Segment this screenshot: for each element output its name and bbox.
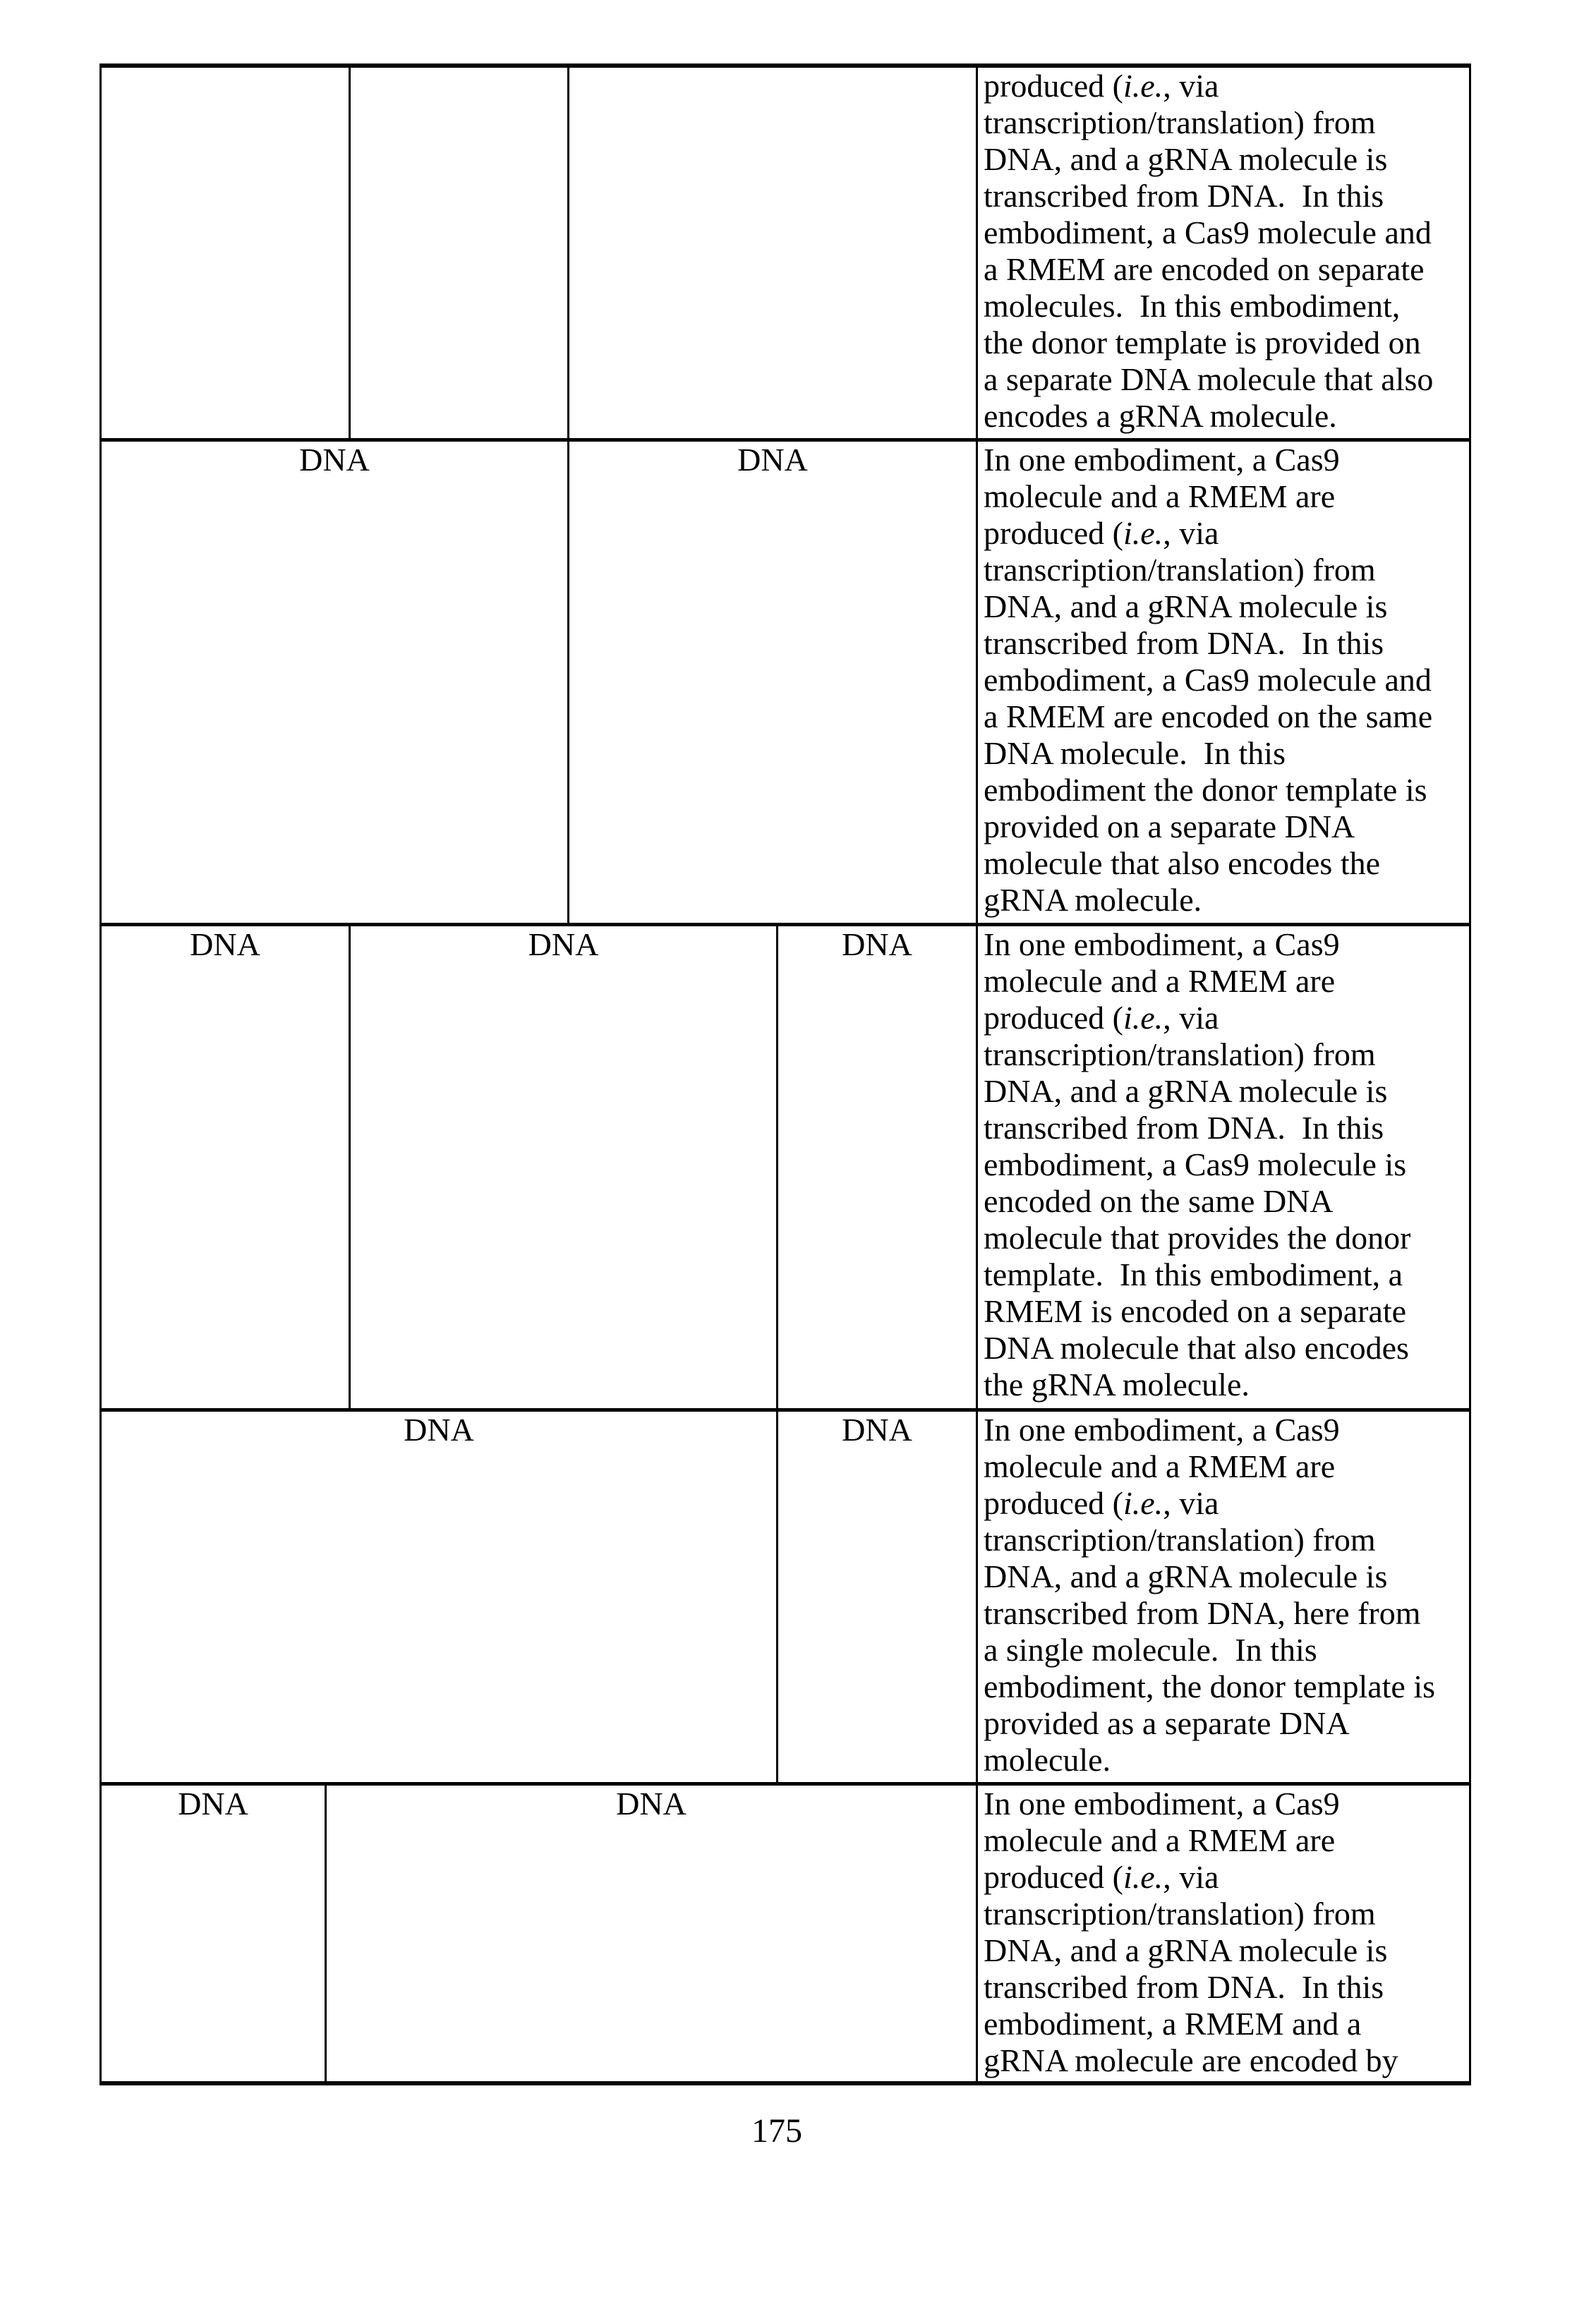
dna-label-cell: DNA (102, 926, 351, 1408)
table-row (102, 442, 1469, 926)
page-number: 175 (751, 2112, 802, 2150)
empty-cell (569, 68, 978, 438)
table-row (102, 68, 1469, 442)
dna-label-cell: DNA (351, 926, 778, 1408)
dna-label-cell: DNA (778, 1412, 978, 1782)
description-cell: In one embodiment, a Cas9 molecule and a RMEM are produced (i.e., via transcription/translation) from DNA, and a gRNA molecule is transcribed from DNA. In this embodiment, a Cas9 molecule and a RMEM are encoded on the same DNA molecule. In this embodiment the donor template is provided on a separate DNA molecule that also encodes the gRNA molecule. (984, 442, 1433, 918)
embodiments-table (99, 63, 1471, 2085)
table-row (102, 926, 1469, 1412)
empty-cell (102, 68, 351, 438)
description-cell: In one embodiment, a Cas9 molecule and a RMEM are produced (i.e., via transcription/translation) from DNA, and a gRNA molecule is transcribed from DNA. In this embodiment, a Cas9 molecule is encoded on the same DNA molecule that provides the donor template. In this embodiment, a RMEM is encoded on a separate DNA molecule that also encodes the gRNA molecule. (984, 926, 1411, 1403)
empty-cell (351, 68, 569, 438)
dna-label-cell: DNA (327, 1786, 978, 2081)
dna-label-cell: DNA (102, 442, 569, 923)
description-cell: produced (i.e., via transcription/translation) from DNA, and a gRNA molecule is transcribed from DNA. In this embodiment, a Cas9 molecule and a RMEM are encoded on separate molecules. In this embodiment, the donor template is provided on a separate DNA molecule that also encodes a gRNA molecule. (984, 68, 1434, 434)
dna-label-cell: DNA (102, 1786, 327, 2081)
table-row (102, 1786, 1469, 2081)
description-cell: In one embodiment, a Cas9 molecule and a RMEM are produced (i.e., via transcription/translation) from DNA, and a gRNA molecule is transcribed from DNA. In this embodiment, a RMEM and a gRNA molecule are encoded by (984, 1786, 1398, 2078)
dna-label-cell: DNA (569, 442, 978, 923)
dna-label-cell: DNA (778, 926, 978, 1408)
table-row (102, 1412, 1469, 1786)
description-cell: In one embodiment, a Cas9 molecule and a RMEM are produced (i.e., via transcription/translation) from DNA, and a gRNA molecule is transcribed from DNA, here from a single molecule. In this embodiment, the donor template is provided as a separate DNA molecule. (984, 1412, 1436, 1778)
dna-label-cell: DNA (102, 1412, 778, 1782)
